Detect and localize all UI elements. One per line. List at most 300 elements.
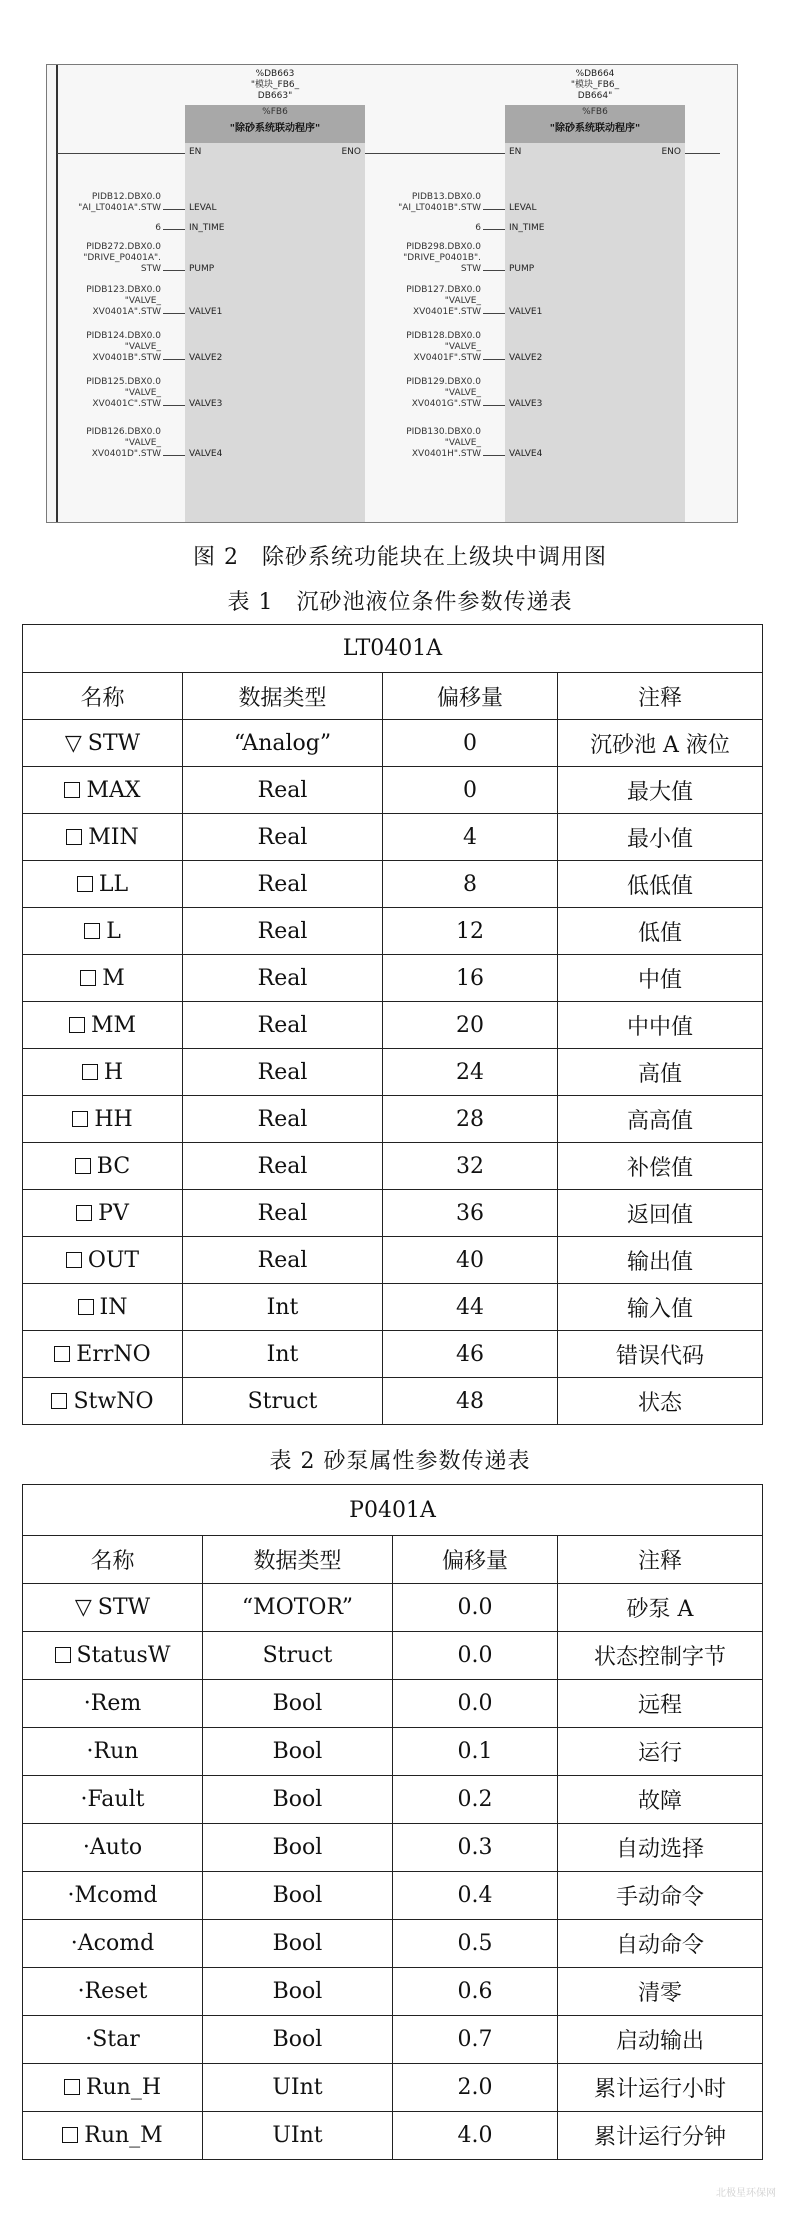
- data-type-cell: Real: [183, 908, 383, 955]
- name-cell: [23, 1728, 203, 1776]
- note-cell: 低值: [558, 908, 763, 955]
- checkbox-icon: [82, 1064, 98, 1080]
- data-type-cell: Int: [183, 1331, 383, 1378]
- data-type-cell: Bool: [203, 1680, 393, 1728]
- offset-cell: 40: [383, 1237, 558, 1284]
- offset-cell: 28: [383, 1096, 558, 1143]
- table-row: [23, 1331, 763, 1378]
- column-header: 数据类型: [183, 673, 383, 720]
- param-line: PIDB13.DBX0.0: [411, 192, 481, 202]
- checkbox-icon: [77, 876, 93, 892]
- table-row: [23, 1190, 763, 1237]
- param-operand: [46, 427, 161, 460]
- name-cell: [23, 1096, 183, 1143]
- data-type-cell: UInt: [203, 2112, 393, 2160]
- name-cell: [23, 1190, 183, 1237]
- param-operand: [46, 223, 161, 234]
- data-type-cell: UInt: [203, 2064, 393, 2112]
- pin-valve1: VALVE1: [509, 307, 543, 317]
- offset-cell: 0.5: [393, 1920, 558, 1968]
- instance-db-line: DB664": [577, 91, 613, 101]
- param-line: STW: [140, 264, 161, 274]
- param-line: "VALVE_: [124, 296, 161, 306]
- fb-name: "除砂系统联动程序": [229, 123, 321, 134]
- table-row: [23, 720, 763, 767]
- name-cell: [23, 2016, 203, 2064]
- data-type-cell: “Analog”: [183, 720, 383, 767]
- param-operand: [361, 427, 481, 460]
- note-cell: 输入值: [558, 1284, 763, 1331]
- note-cell: 远程: [558, 1680, 763, 1728]
- column-header: 偏移量: [393, 1536, 558, 1584]
- data-type-cell: Real: [183, 955, 383, 1002]
- name-cell: [23, 2064, 203, 2112]
- offset-cell: 32: [383, 1143, 558, 1190]
- param-wire: [163, 209, 185, 210]
- param-wire: [483, 359, 505, 360]
- name-cell: [23, 1284, 183, 1331]
- field-name: IN: [99, 1294, 128, 1320]
- data-type-cell: Real: [183, 1096, 383, 1143]
- data-type-cell: Bool: [203, 1872, 393, 1920]
- pin-en: EN: [509, 147, 522, 157]
- note-cell: 高值: [558, 1049, 763, 1096]
- offset-cell: 36: [383, 1190, 558, 1237]
- pin-pump: PUMP: [189, 264, 215, 274]
- data-type-cell: Real: [183, 1002, 383, 1049]
- field-name: ·Acomd: [70, 1931, 155, 1956]
- pin-valve4: VALVE4: [509, 449, 543, 459]
- param-line: "DRIVE_P0401A".: [83, 253, 161, 263]
- name-cell: [23, 720, 183, 767]
- name-cell: [23, 814, 183, 861]
- checkbox-icon: [55, 1647, 71, 1663]
- checkbox-icon: [54, 1346, 70, 1362]
- note-cell: 高高值: [558, 1096, 763, 1143]
- watermark: 北极星环保网: [716, 2188, 776, 2199]
- name-cell: [23, 861, 183, 908]
- param-line: XV0401G".STW: [411, 399, 481, 409]
- param-wire: [483, 270, 505, 271]
- note-cell: 清零: [558, 1968, 763, 2016]
- data-type-cell: Bool: [203, 2016, 393, 2064]
- instance-db-line: "模块_FB6_: [250, 80, 300, 90]
- pin-in-time: IN_TIME: [189, 223, 225, 233]
- field-name: MIN: [88, 824, 139, 850]
- offset-cell: 24: [383, 1049, 558, 1096]
- param-wire: [483, 209, 505, 210]
- expand-triangle-icon: ▽: [64, 730, 82, 756]
- field-name: H: [103, 1059, 124, 1085]
- param-line: XV0401H".STW: [411, 449, 481, 459]
- offset-cell: 16: [383, 955, 558, 1002]
- param-operand: [361, 377, 481, 410]
- pin-valve1: VALVE1: [189, 307, 223, 317]
- field-name: STW: [97, 1595, 151, 1620]
- checkbox-icon: [66, 829, 82, 845]
- name-cell: [23, 1049, 183, 1096]
- field-name: ·Auto: [82, 1835, 143, 1860]
- table-row: [23, 955, 763, 1002]
- instance-db-line: %DB663: [255, 69, 295, 79]
- table-row: [23, 861, 763, 908]
- field-name: PV: [98, 1200, 129, 1226]
- param-line: "VALVE_: [444, 438, 481, 448]
- field-name: LL: [98, 871, 129, 897]
- offset-cell: 0.6: [393, 1968, 558, 2016]
- data-type-cell: Real: [183, 1237, 383, 1284]
- param-line: "VALVE_: [444, 388, 481, 398]
- pin-in-time: IN_TIME: [509, 223, 545, 233]
- figure-caption: 图 2 除砂系统功能块在上级块中调用图: [193, 545, 607, 570]
- param-line: "VALVE_: [124, 438, 161, 448]
- note-cell: 自动命令: [558, 1920, 763, 1968]
- table-row: [23, 1096, 763, 1143]
- offset-cell: 48: [383, 1378, 558, 1425]
- note-cell: 累计运行分钟: [558, 2112, 763, 2160]
- param-operand: [46, 377, 161, 410]
- field-name: HH: [94, 1106, 133, 1132]
- data-type-cell: Int: [183, 1284, 383, 1331]
- checkbox-icon: [62, 2127, 78, 2143]
- table-row: [23, 1968, 763, 2016]
- param-line: XV0401F".STW: [413, 353, 481, 363]
- note-cell: 自动选择: [558, 1824, 763, 1872]
- offset-cell: 0.1: [393, 1728, 558, 1776]
- field-name: ·Run: [86, 1739, 139, 1764]
- table-row: [23, 2016, 763, 2064]
- name-cell: [23, 1968, 203, 2016]
- table-1: [22, 624, 763, 1425]
- field-name: L: [106, 918, 121, 944]
- table-row: [23, 1049, 763, 1096]
- offset-cell: 0: [383, 720, 558, 767]
- param-wire: [163, 229, 185, 230]
- name-cell: [23, 1584, 203, 1632]
- table-row: [23, 2064, 763, 2112]
- pin-valve3: VALVE3: [189, 399, 223, 409]
- offset-cell: 0.0: [393, 1632, 558, 1680]
- data-type-cell: Bool: [203, 1968, 393, 2016]
- name-cell: [23, 1824, 203, 1872]
- column-header: 数据类型: [203, 1536, 393, 1584]
- param-operand: [361, 331, 481, 364]
- instance-db-label: [185, 69, 365, 102]
- table-row: [23, 1002, 763, 1049]
- function-block-header: [505, 105, 685, 143]
- param-wire: [163, 455, 185, 456]
- en-wire: [57, 153, 185, 154]
- param-line: STW: [460, 264, 481, 274]
- name-cell: [23, 955, 183, 1002]
- param-operand: [361, 242, 481, 275]
- checkbox-icon: [64, 782, 80, 798]
- eno-wire: [685, 153, 720, 154]
- name-cell: [23, 767, 183, 814]
- note-cell: 手动命令: [558, 1872, 763, 1920]
- data-type-cell: Real: [183, 1049, 383, 1096]
- field-name: MM: [90, 1012, 137, 1038]
- function-block: [505, 105, 685, 523]
- offset-cell: 46: [383, 1331, 558, 1378]
- note-cell: 故障: [558, 1776, 763, 1824]
- column-header: 注释: [558, 673, 763, 720]
- param-wire: [163, 313, 185, 314]
- function-block: [185, 105, 365, 523]
- data-type-cell: Bool: [203, 1776, 393, 1824]
- field-name: StatusW: [76, 1643, 171, 1668]
- offset-cell: 0.7: [393, 2016, 558, 2064]
- name-cell: [23, 2112, 203, 2160]
- offset-cell: 0.0: [393, 1680, 558, 1728]
- param-line: PIDB272.DBX0.0: [86, 242, 161, 252]
- field-name: Run_M: [84, 2123, 163, 2148]
- pin-eno: ENO: [341, 147, 361, 157]
- param-line: PIDB130.DBX0.0: [406, 427, 481, 437]
- param-wire: [163, 405, 185, 406]
- param-line: "AI_LT0401B".STW: [398, 203, 481, 213]
- name-cell: [23, 1331, 183, 1378]
- pin-valve3: VALVE3: [509, 399, 543, 409]
- data-type-cell: Struct: [203, 1632, 393, 1680]
- field-name: ·Rem: [83, 1691, 142, 1716]
- field-name: BC: [96, 1153, 131, 1179]
- name-cell: [23, 1920, 203, 1968]
- table-title-row: [23, 1485, 763, 1536]
- note-cell: 输出值: [558, 1237, 763, 1284]
- name-cell: [23, 1872, 203, 1920]
- table-row: [23, 1143, 763, 1190]
- param-operand: [46, 285, 161, 318]
- table2-caption: 表 2 砂泵属性参数传递表: [269, 1449, 531, 1474]
- offset-cell: 0.0: [393, 1584, 558, 1632]
- name-cell: [23, 1143, 183, 1190]
- note-cell: 返回值: [558, 1190, 763, 1237]
- field-name: OUT: [87, 1247, 140, 1273]
- pin-leval: LEVAL: [189, 203, 217, 213]
- note-cell: 状态控制字节: [558, 1632, 763, 1680]
- note-cell: 启动输出: [558, 2016, 763, 2064]
- column-header: 名称: [23, 1536, 203, 1584]
- fbd-figure: [46, 64, 738, 523]
- param-line: XV0401E".STW: [412, 307, 481, 317]
- table-row: [23, 814, 763, 861]
- expand-triangle-icon: ▽: [74, 1595, 92, 1620]
- fb-type: %FB6: [262, 107, 288, 117]
- pin-leval: LEVAL: [509, 203, 537, 213]
- param-line: PIDB127.DBX0.0: [406, 285, 481, 295]
- param-line: PIDB129.DBX0.0: [406, 377, 481, 387]
- note-cell: 最大值: [558, 767, 763, 814]
- column-header: 偏移量: [383, 673, 558, 720]
- fb-type: %FB6: [582, 107, 608, 117]
- data-type-cell: Struct: [183, 1378, 383, 1425]
- data-type-cell: Real: [183, 814, 383, 861]
- param-line: PIDB12.DBX0.0: [91, 192, 161, 202]
- data-type-cell: Real: [183, 1190, 383, 1237]
- column-header: 注释: [558, 1536, 763, 1584]
- note-cell: 补偿值: [558, 1143, 763, 1190]
- checkbox-icon: [75, 1158, 91, 1174]
- param-line: XV0401D".STW: [91, 449, 161, 459]
- function-block-header: [185, 105, 365, 143]
- offset-cell: 8: [383, 861, 558, 908]
- field-name: ·Mcomd: [67, 1883, 158, 1908]
- field-name: MAX: [86, 777, 141, 803]
- table-row: [23, 1920, 763, 1968]
- param-operand: [46, 192, 161, 214]
- name-cell: [23, 1632, 203, 1680]
- param-wire: [483, 229, 505, 230]
- checkbox-icon: [51, 1393, 67, 1409]
- table-row: [23, 1378, 763, 1425]
- table-row: [23, 1728, 763, 1776]
- name-cell: [23, 1378, 183, 1425]
- table-row: [23, 1824, 763, 1872]
- data-type-cell: Real: [183, 767, 383, 814]
- field-name: Run_H: [85, 2075, 162, 2100]
- param-line: PIDB125.DBX0.0: [86, 377, 161, 387]
- checkbox-icon: [64, 2079, 80, 2095]
- instance-db-line: DB663": [257, 91, 293, 101]
- param-line: 6: [475, 223, 481, 233]
- checkbox-icon: [84, 923, 100, 939]
- table-row: [23, 1872, 763, 1920]
- offset-cell: 4: [383, 814, 558, 861]
- field-name: ·Fault: [80, 1787, 145, 1812]
- note-cell: 最小值: [558, 814, 763, 861]
- table-row: [23, 767, 763, 814]
- checkbox-icon: [72, 1111, 88, 1127]
- pin-pump: PUMP: [509, 264, 535, 274]
- checkbox-icon: [66, 1252, 82, 1268]
- param-operand: [361, 285, 481, 318]
- field-name: M: [102, 965, 125, 991]
- pin-valve2: VALVE2: [509, 353, 543, 363]
- note-cell: 中值: [558, 955, 763, 1002]
- param-operand: [46, 242, 161, 275]
- data-type-cell: Bool: [203, 1728, 393, 1776]
- table-row: [23, 1632, 763, 1680]
- offset-cell: 20: [383, 1002, 558, 1049]
- name-cell: [23, 1237, 183, 1284]
- offset-cell: 0.3: [393, 1824, 558, 1872]
- table1-caption: 表 1 沉砂池液位条件参数传递表: [227, 590, 573, 615]
- param-line: "VALVE_: [444, 296, 481, 306]
- data-type-cell: Real: [183, 1143, 383, 1190]
- pin-valve4: VALVE4: [189, 449, 223, 459]
- table-title-row: [23, 625, 763, 673]
- param-wire: [483, 405, 505, 406]
- param-line: PIDB298.DBX0.0: [406, 242, 481, 252]
- note-cell: 累计运行小时: [558, 2064, 763, 2112]
- table-2: [22, 1484, 763, 2160]
- data-type-cell: “MOTOR”: [203, 1584, 393, 1632]
- offset-cell: 4.0: [393, 2112, 558, 2160]
- table-header-row: [23, 673, 763, 720]
- table-row: [23, 2112, 763, 2160]
- note-cell: 运行: [558, 1728, 763, 1776]
- param-wire: [163, 359, 185, 360]
- fb-name: "除砂系统联动程序": [549, 123, 641, 134]
- pin-valve2: VALVE2: [189, 353, 223, 363]
- param-line: PIDB128.DBX0.0: [406, 331, 481, 341]
- table-row: [23, 1584, 763, 1632]
- table-row: [23, 1680, 763, 1728]
- data-type-cell: Bool: [203, 1920, 393, 1968]
- name-cell: [23, 908, 183, 955]
- table-row: [23, 1284, 763, 1331]
- param-line: XV0401C".STW: [92, 399, 161, 409]
- field-name: ·Star: [85, 2027, 140, 2052]
- param-line: "DRIVE_P0401B".: [403, 253, 481, 263]
- table-row: [23, 1237, 763, 1284]
- data-type-cell: Real: [183, 861, 383, 908]
- param-line: "VALVE_: [124, 342, 161, 352]
- note-cell: 状态: [558, 1378, 763, 1425]
- param-operand: [361, 192, 481, 214]
- param-wire: [163, 270, 185, 271]
- instance-db-label: [505, 69, 685, 102]
- param-operand: [46, 331, 161, 364]
- table-title: LT0401A: [23, 625, 763, 673]
- param-wire: [483, 455, 505, 456]
- data-type-cell: Bool: [203, 1824, 393, 1872]
- note-cell: 低低值: [558, 861, 763, 908]
- name-cell: [23, 1002, 183, 1049]
- table-row: [23, 908, 763, 955]
- param-line: 6: [155, 223, 161, 233]
- field-name: StwNO: [73, 1388, 154, 1414]
- name-cell: [23, 1776, 203, 1824]
- param-operand: [361, 223, 481, 234]
- checkbox-icon: [69, 1017, 85, 1033]
- instance-db-line: "模块_FB6_: [570, 80, 620, 90]
- name-cell: [23, 1680, 203, 1728]
- table-title: P0401A: [23, 1485, 763, 1536]
- offset-cell: 44: [383, 1284, 558, 1331]
- offset-cell: 0.2: [393, 1776, 558, 1824]
- note-cell: 砂泵 A: [558, 1584, 763, 1632]
- checkbox-icon: [76, 1205, 92, 1221]
- param-line: "AI_LT0401A".STW: [78, 203, 161, 213]
- offset-cell: 0: [383, 767, 558, 814]
- checkbox-icon: [78, 1299, 94, 1315]
- checkbox-icon: [80, 970, 96, 986]
- param-line: "VALVE_: [444, 342, 481, 352]
- field-name: ·Reset: [77, 1979, 148, 2004]
- pin-en: EN: [189, 147, 202, 157]
- en-wire: [365, 153, 505, 154]
- note-cell: 错误代码: [558, 1331, 763, 1378]
- param-line: PIDB124.DBX0.0: [86, 331, 161, 341]
- param-line: XV0401B".STW: [92, 353, 161, 363]
- param-line: PIDB126.DBX0.0: [86, 427, 161, 437]
- param-line: "VALVE_: [124, 388, 161, 398]
- table-header-row: [23, 1536, 763, 1584]
- param-wire: [483, 313, 505, 314]
- pin-eno: ENO: [661, 147, 681, 157]
- offset-cell: 12: [383, 908, 558, 955]
- note-cell: 沉砂池 A 液位: [558, 720, 763, 767]
- offset-cell: 2.0: [393, 2064, 558, 2112]
- column-header: 名称: [23, 673, 183, 720]
- field-name: STW: [87, 730, 141, 756]
- instance-db-line: %DB664: [575, 69, 615, 79]
- offset-cell: 0.4: [393, 1872, 558, 1920]
- param-line: PIDB123.DBX0.0: [86, 285, 161, 295]
- param-line: XV0401A".STW: [92, 307, 161, 317]
